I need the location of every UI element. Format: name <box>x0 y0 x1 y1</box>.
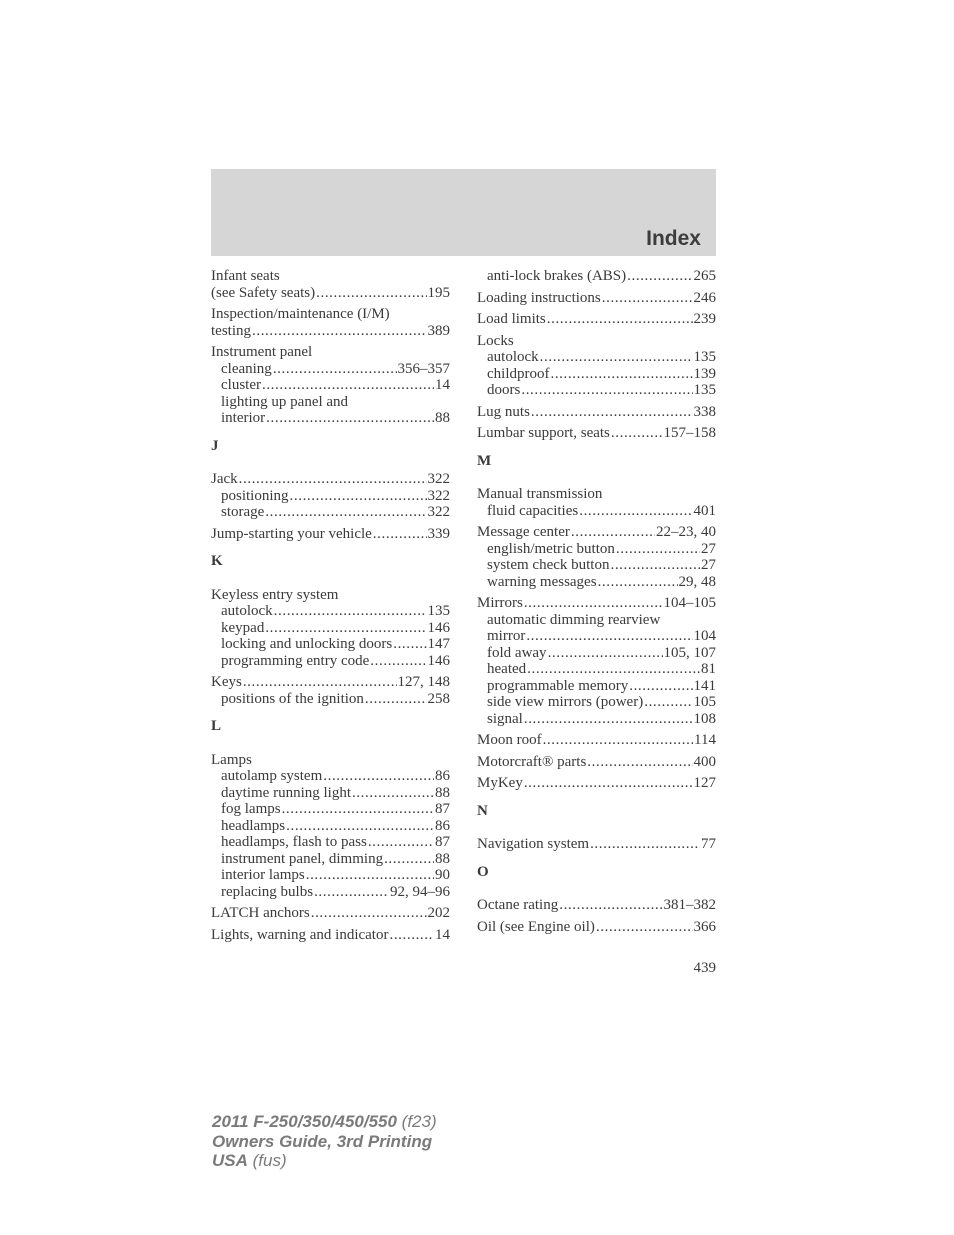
dot-leader <box>352 785 434 802</box>
dot-leader <box>590 836 700 853</box>
entry-text: Jump-starting your vehicle <box>211 525 372 542</box>
index-subentry-line <box>211 867 450 884</box>
dot-leader <box>373 526 427 543</box>
index-entry-line <box>477 775 716 792</box>
dot-leader <box>550 366 692 383</box>
dot-leader <box>527 661 700 678</box>
index-entry-line <box>211 323 450 340</box>
index-subentry-line <box>211 603 450 620</box>
index-entry <box>477 775 716 792</box>
index-subentry-line <box>211 361 450 378</box>
entry-text: autolock <box>487 349 539 365</box>
entry-page-ref: 105, 107 <box>663 644 716 661</box>
entry-text: fluid capacities <box>487 502 579 519</box>
entry-page-ref: 246 <box>693 289 716 306</box>
entry-page-ref: 92, 94–96 <box>390 883 450 900</box>
index-entry <box>211 471 450 521</box>
entry-page-ref: 322 <box>427 504 450 520</box>
dot-leader <box>627 268 692 285</box>
entry-page-ref: 339 <box>427 525 450 542</box>
index-subentry-line <box>477 574 716 591</box>
footer-market: USA <box>212 1151 248 1170</box>
index-subentry-line <box>211 653 450 670</box>
dot-leader <box>316 285 426 302</box>
page-title: Index <box>646 227 701 250</box>
entry-page-ref: 104–105 <box>663 595 716 611</box>
index-entry-line <box>477 311 716 328</box>
entry-text: cleaning <box>221 360 272 377</box>
dot-leader <box>306 867 434 884</box>
index-entry-line <box>211 752 450 769</box>
dot-leader <box>282 801 434 818</box>
dot-leader <box>311 905 427 922</box>
entry-text: locking and unlocking doors <box>221 636 393 652</box>
dot-leader <box>548 645 663 662</box>
index-subentry-line <box>477 694 716 711</box>
entry-page-ref: 141 <box>693 677 716 694</box>
dot-leader <box>266 410 434 427</box>
dot-leader <box>274 603 427 620</box>
footer <box>212 1112 437 1171</box>
entry-text: headlamps, flash to pass <box>221 834 367 850</box>
entry-page-ref: 14 <box>435 377 450 393</box>
dot-leader <box>616 541 700 558</box>
entry-page-ref: 146 <box>427 652 450 669</box>
entry-text: Loading instructions <box>477 289 601 306</box>
entry-text: testing <box>211 322 251 339</box>
index-entry-line <box>477 919 716 936</box>
dot-leader <box>571 524 655 541</box>
entry-page-ref: 104 <box>693 628 716 644</box>
entry-text: Lumbar support, seats <box>477 425 610 441</box>
dot-leader <box>531 404 693 421</box>
entry-page-ref: 366 <box>693 918 716 935</box>
index-subentry-line <box>477 349 716 366</box>
index-entry <box>477 754 716 771</box>
entry-text: Keyless entry system <box>211 586 339 603</box>
entry-text: automatic dimming rearview <box>487 611 661 628</box>
dot-leader <box>524 595 663 612</box>
dot-leader <box>239 471 427 488</box>
footer-line-3 <box>212 1151 437 1171</box>
entry-text: Message center <box>477 524 570 540</box>
index-entry-line <box>211 927 450 944</box>
footer-line-1 <box>212 1112 437 1132</box>
index-entry <box>477 333 716 399</box>
index-entry-line <box>211 285 450 302</box>
dot-leader <box>598 574 678 591</box>
entry-page-ref: 135 <box>693 349 716 365</box>
index-entry <box>211 306 450 339</box>
entry-page-ref: 105 <box>693 694 716 710</box>
index-entry <box>477 268 716 285</box>
index-subentry-line <box>211 394 450 411</box>
index-entry-line <box>477 595 716 612</box>
entry-text: programmable memory <box>487 677 629 694</box>
dot-leader <box>526 628 692 645</box>
index-entry-line <box>211 471 450 488</box>
dot-leader <box>547 311 693 328</box>
index-entry <box>477 404 716 421</box>
index-subentry-line <box>477 678 716 695</box>
index-entry <box>477 425 716 442</box>
entry-page-ref: 322 <box>427 487 450 504</box>
dot-leader <box>596 919 693 936</box>
entry-text: system check button <box>487 557 610 573</box>
entry-text: Locks <box>477 332 514 349</box>
entry-text: signal <box>487 710 523 727</box>
entry-text: replacing bulbs <box>221 883 314 900</box>
entry-page-ref: 77 <box>701 836 716 852</box>
index-subentry-line <box>211 768 450 785</box>
entry-text: Keys <box>211 674 242 690</box>
index-entry-line <box>477 897 716 914</box>
dot-leader <box>368 834 434 851</box>
index-subentry-line <box>211 785 450 802</box>
entry-text: Load limits <box>477 311 546 327</box>
index-entry <box>477 919 716 936</box>
dot-leader <box>393 636 426 653</box>
footer-line-2: Owners Guide, 3rd Printing <box>212 1131 433 1151</box>
entry-page-ref: 87 <box>435 801 450 817</box>
index-entry <box>477 836 716 853</box>
entry-page-ref: 146 <box>427 619 450 636</box>
footer-market-code: (fus) <box>247 1151 287 1170</box>
index-subentry-line <box>477 382 716 399</box>
index-entry-line <box>477 524 716 541</box>
dot-leader <box>610 557 700 574</box>
entry-page-ref: 322 <box>427 471 450 487</box>
entry-page-ref: 81 <box>701 661 716 677</box>
index-entry <box>211 344 450 427</box>
index-entry <box>211 927 450 944</box>
entry-text: anti-lock brakes (ABS) <box>487 268 627 284</box>
index-letter-heading: L <box>211 718 222 734</box>
entry-text: side view mirrors (power) <box>487 694 644 710</box>
index-subentry-line <box>477 268 716 285</box>
entry-text: daytime running light <box>221 784 351 801</box>
index-entry-line <box>211 526 450 543</box>
index-subentry-line <box>211 818 450 835</box>
index-letter-heading: K <box>211 553 223 569</box>
entry-text: storage <box>221 504 265 520</box>
entry-text: interior lamps <box>221 867 305 883</box>
entry-text: Oil (see Engine oil) <box>477 918 595 935</box>
dot-leader <box>521 382 692 399</box>
index-subentry-line <box>211 834 450 851</box>
index-entry <box>477 732 716 749</box>
index-subentry-line <box>211 636 450 653</box>
index-subentry-line <box>477 366 716 383</box>
index-entry <box>477 897 716 914</box>
index-entry <box>211 905 450 922</box>
entry-text: interior <box>221 410 266 426</box>
index-entry-line <box>211 306 450 323</box>
entry-text: LATCH anchors <box>211 905 310 921</box>
entry-page-ref: 147 <box>427 636 450 652</box>
footer-model-code: (f23) <box>396 1112 437 1131</box>
index-subentry-line <box>211 620 450 637</box>
index-letter-heading: J <box>211 437 219 454</box>
entry-page-ref: 239 <box>693 311 716 327</box>
dot-leader <box>579 503 692 520</box>
entry-text: Infant seats <box>211 268 280 284</box>
entry-text: Manual transmission <box>477 486 603 502</box>
entry-text: Jack <box>211 471 238 487</box>
entry-text: english/metric button <box>487 540 615 557</box>
entry-text: keypad <box>221 619 265 636</box>
dot-leader <box>543 732 693 749</box>
entry-page-ref: 90 <box>435 867 450 883</box>
index-subentry-line <box>477 628 716 645</box>
index-entry-line <box>477 732 716 749</box>
index-subentry-line <box>211 410 450 427</box>
dot-leader <box>314 884 389 901</box>
entry-page-ref: 389 <box>427 322 450 339</box>
index-subentry-line <box>211 801 450 818</box>
index-entry <box>211 752 450 901</box>
dot-leader <box>290 488 427 505</box>
index-column-left <box>211 268 450 948</box>
entry-text: headlamps <box>221 817 286 834</box>
page-number: 439 <box>693 960 716 976</box>
entry-text: MyKey <box>477 775 523 791</box>
entry-page-ref: 88 <box>435 850 450 867</box>
index-subentry-line <box>211 377 450 394</box>
dot-leader <box>243 674 397 691</box>
dot-leader <box>286 818 434 835</box>
entry-page-ref: 88 <box>435 410 450 426</box>
entry-text: Motorcraft® parts <box>477 753 587 770</box>
index-subentry-line <box>477 711 716 728</box>
index-subentry-line <box>477 661 716 678</box>
entry-page-ref: 195 <box>427 284 450 301</box>
entry-text: programming entry code <box>221 652 370 669</box>
entry-text: autolamp system <box>221 768 323 784</box>
entry-page-ref: 381–382 <box>663 897 716 913</box>
index-subentry-line <box>211 884 450 901</box>
index-entry-line <box>211 268 450 285</box>
index-subentry-line <box>477 541 716 558</box>
dot-leader <box>265 504 426 521</box>
entry-page-ref: 88 <box>435 784 450 801</box>
index-entry-line <box>477 486 716 503</box>
dot-leader <box>644 694 692 711</box>
entry-page-ref: 258 <box>427 690 450 707</box>
entry-text: positions of the ignition <box>221 690 364 707</box>
index-entry <box>211 674 450 707</box>
entry-text: childproof <box>487 365 550 382</box>
entry-text: Navigation system <box>477 836 590 852</box>
dot-leader <box>524 775 693 792</box>
entry-page-ref: 401 <box>693 502 716 519</box>
entry-text: Mirrors <box>477 595 523 611</box>
entry-page-ref: 356–357 <box>397 360 450 377</box>
entry-page-ref: 108 <box>693 710 716 727</box>
entry-text: cluster <box>221 377 261 393</box>
entry-text: Lug nuts <box>477 403 530 420</box>
index-entry-line <box>211 674 450 691</box>
index-entry-line <box>477 290 716 307</box>
entry-text: Octane rating <box>477 897 559 913</box>
dot-leader <box>265 620 426 637</box>
entry-text: positioning <box>221 487 289 504</box>
dot-leader <box>389 927 434 944</box>
dot-leader <box>559 897 662 914</box>
index-entry <box>477 595 716 727</box>
index-entry-line <box>211 587 450 604</box>
dot-leader <box>323 768 434 785</box>
index-entry <box>477 524 716 590</box>
dot-leader <box>384 851 434 868</box>
index-entry-line <box>211 905 450 922</box>
dot-leader <box>629 678 692 695</box>
index-entry <box>477 486 716 519</box>
entry-page-ref: 86 <box>435 768 450 784</box>
index-subentry-line <box>477 557 716 574</box>
entry-text: fog lamps <box>221 801 281 817</box>
entry-page-ref: 265 <box>693 268 716 284</box>
entry-page-ref: 86 <box>435 817 450 834</box>
entry-page-ref: 29, 48 <box>678 573 716 590</box>
entry-text: doors <box>487 382 521 398</box>
dot-leader <box>252 323 427 340</box>
entry-page-ref: 139 <box>693 365 716 382</box>
entry-text: heated <box>487 661 527 677</box>
index-subentry-line <box>477 503 716 520</box>
footer-model: 2011 F-250/350/450/550 <box>212 1112 397 1131</box>
entry-page-ref: 202 <box>427 905 450 921</box>
entry-text: mirror <box>487 628 526 644</box>
entry-page-ref: 27 <box>701 540 716 557</box>
index-subentry-line <box>211 488 450 505</box>
entry-text: Lights, warning and indicator <box>211 926 389 943</box>
index-entry <box>477 311 716 328</box>
index-entry-line <box>211 344 450 361</box>
entry-page-ref: 400 <box>693 753 716 770</box>
dot-leader <box>524 711 693 728</box>
header-band <box>211 169 716 256</box>
index-entry-line <box>477 333 716 350</box>
index-letter-heading: N <box>477 802 488 819</box>
entry-page-ref: 135 <box>693 382 716 398</box>
dot-leader <box>587 754 692 771</box>
dot-leader <box>602 290 693 307</box>
dot-leader <box>365 691 427 708</box>
index-entry-line <box>477 836 716 853</box>
index-subentry-line <box>211 691 450 708</box>
entry-text: warning messages <box>487 573 597 590</box>
entry-text: Inspection/maintenance (I/M) <box>211 306 390 322</box>
index-subentry-line <box>477 645 716 662</box>
index-subentry-line <box>211 504 450 521</box>
entry-text: lighting up panel and <box>221 393 349 410</box>
entry-page-ref: 157–158 <box>663 425 716 441</box>
entry-page-ref: 22–23, 40 <box>656 524 716 540</box>
entry-page-ref: 135 <box>427 603 450 619</box>
index-entry <box>477 290 716 307</box>
entry-text: autolock <box>221 603 273 619</box>
index-entry <box>211 526 450 543</box>
entry-text: (see Safety seats) <box>211 284 316 301</box>
entry-page-ref: 14 <box>435 926 450 943</box>
index-letter-heading: M <box>477 452 492 469</box>
entry-page-ref: 114 <box>694 732 716 748</box>
entry-page-ref: 127, 148 <box>397 674 450 690</box>
index-entry-line <box>477 404 716 421</box>
index-entry <box>211 587 450 670</box>
entry-page-ref: 87 <box>435 834 450 850</box>
dot-leader <box>262 377 434 394</box>
index-subentry-line <box>211 851 450 868</box>
index-subentry-line <box>477 612 716 629</box>
dot-leader <box>370 653 426 670</box>
entry-text: Lamps <box>211 751 252 768</box>
entry-text: Moon roof <box>477 732 542 748</box>
entry-text: instrument panel, dimming <box>221 850 384 867</box>
dot-leader <box>611 425 663 442</box>
entry-text: Instrument panel <box>211 344 313 360</box>
entry-page-ref: 127 <box>693 775 716 791</box>
entry-page-ref: 338 <box>693 403 716 420</box>
index-entry-line <box>477 425 716 442</box>
index-entry <box>211 268 450 301</box>
dot-leader <box>540 349 693 366</box>
entry-page-ref: 27 <box>701 557 716 573</box>
index-entry-line <box>477 754 716 771</box>
index-column-right <box>477 268 716 940</box>
index-letter-heading: O <box>477 863 489 880</box>
entry-text: fold away <box>487 644 547 661</box>
dot-leader <box>273 361 397 378</box>
